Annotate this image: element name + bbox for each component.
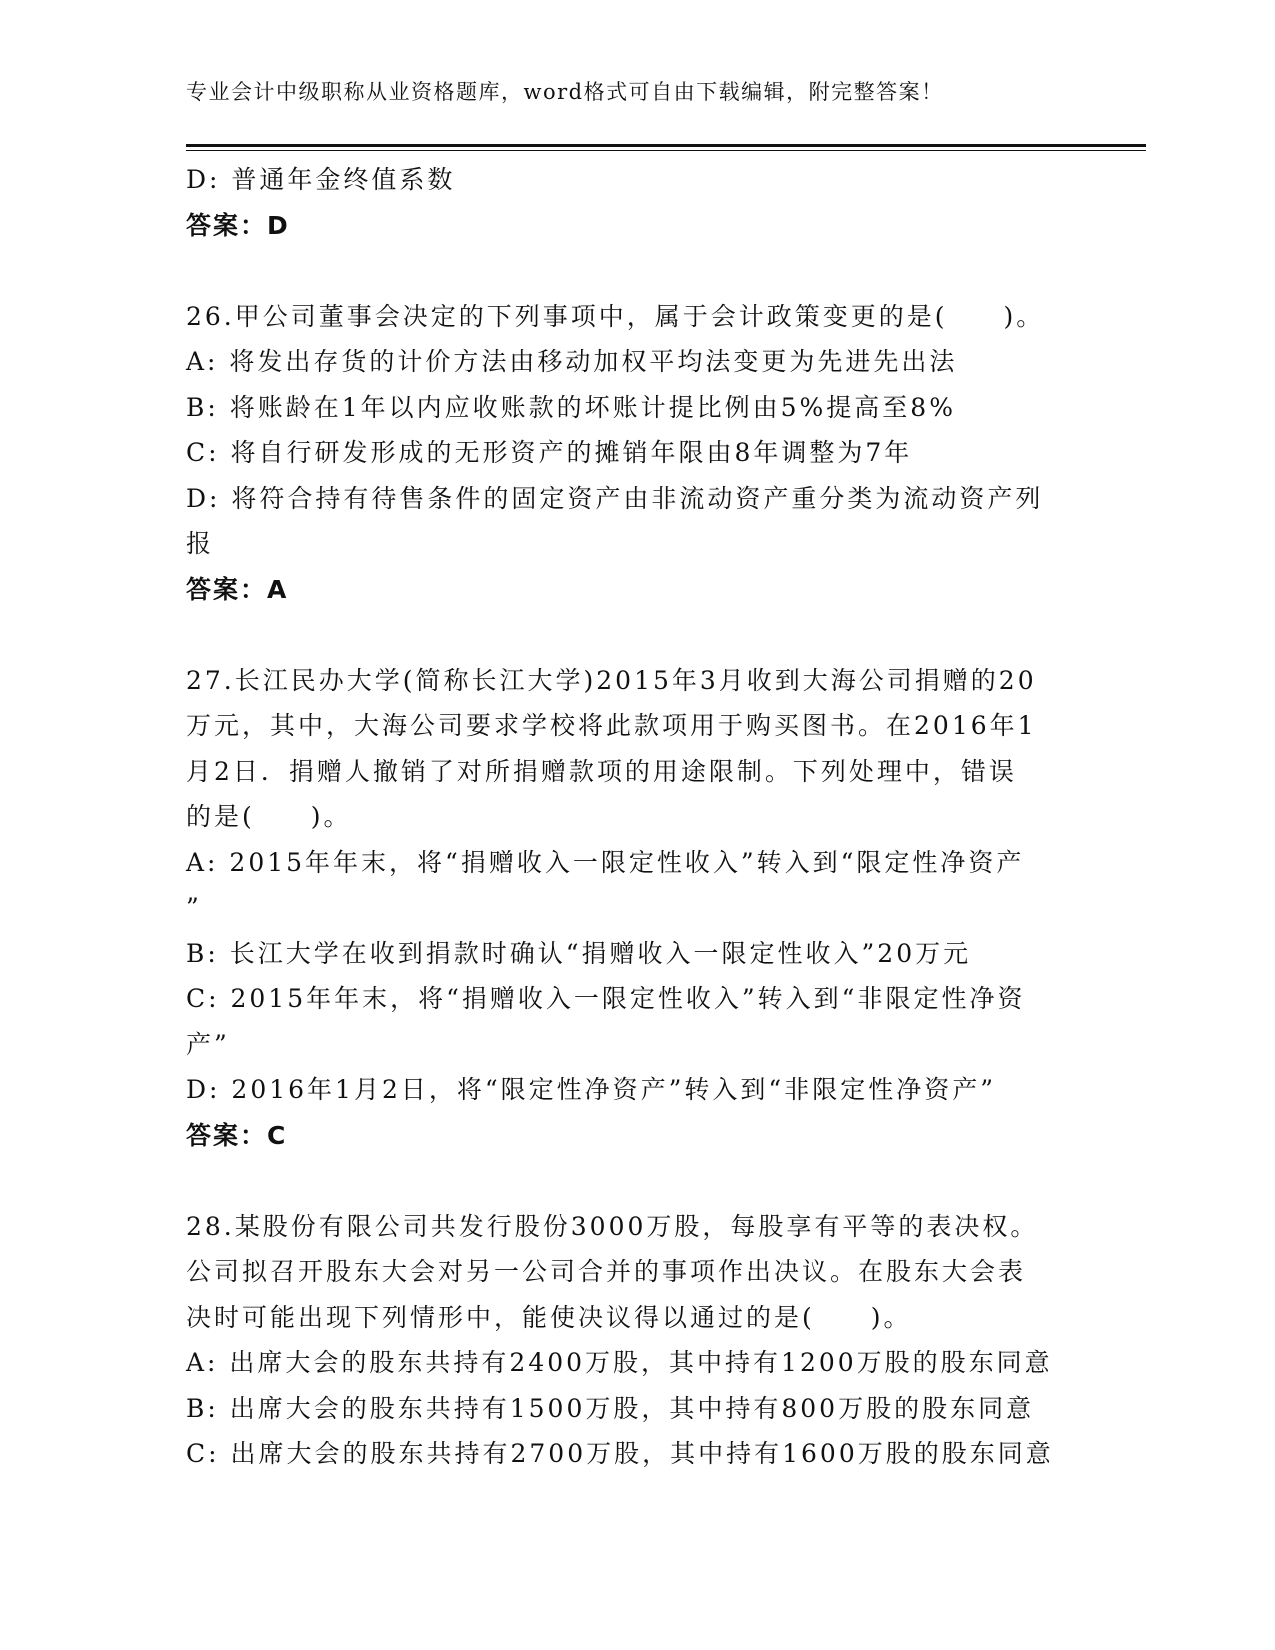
- header-rule-thick: [186, 144, 1146, 147]
- q27-option-a-line1: A: 2015年年末，将“捐赠收入一限定性收入”转入到“限定性净资产: [186, 847, 1025, 877]
- q27-stem-line4: 的是( )。: [186, 802, 352, 831]
- q27-option-c-line1: C: 2015年年末，将“捐赠收入一限定性收入”转入到“非限定性净资: [186, 984, 1026, 1013]
- q26-option-c: C: 将自行研发形成的无形资产的摊销年限由8年调整为7年: [186, 438, 913, 467]
- q28-option-b: B: 出席大会的股东共持有1500万股，其中持有800万股的股东同意: [186, 1393, 1035, 1423]
- q26-answer: 答案：A: [186, 574, 289, 604]
- q28-stem-line3: 决时可能出现下列情形中，能使决议得以通过的是( )。: [186, 1302, 912, 1332]
- q27-option-a-line2: ”: [186, 893, 202, 922]
- q26-option-d-line1: D: 将符合持有待售条件的固定资产由非流动资产重分类为流动资产列: [186, 483, 1044, 513]
- q27-option-b: B: 长江大学在收到捐款时确认“捐赠收入一限定性收入”20万元: [186, 938, 972, 968]
- q27-stem-line1: 27.长江民办大学(简称长江大学)2015年3月收到大海公司捐赠的20: [186, 665, 1037, 695]
- page-header: 专业会计中级职称从业资格题库，word格式可自由下载编辑，附完整答案！: [186, 80, 944, 104]
- q28-option-c: C: 出席大会的股东共持有2700万股，其中持有1600万股的股东同意: [186, 1439, 1054, 1468]
- q28-stem-line2: 公司拟召开股东大会对另一公司合并的事项作出决议。在股东大会表: [186, 1257, 1027, 1286]
- q25-answer: 答案：D: [186, 210, 290, 240]
- q27-option-c-line2: 产”: [186, 1029, 230, 1059]
- q25-option-d: D: 普通年金终值系数: [186, 165, 456, 194]
- q27-stem-line2: 万元，其中，大海公司要求学校将此款项用于购买图书。在2016年1: [186, 711, 1037, 740]
- q27-stem-line3: 月2日．捐赠人撤销了对所捐赠款项的用途限制。下列处理中，错误: [186, 756, 1017, 786]
- q26-option-d-line2: 报: [186, 529, 215, 558]
- q26-option-b: B: 将账龄在1年以内应收账款的坏账计提比例由5%提高至8%: [186, 392, 956, 422]
- spacer: [186, 612, 1076, 658]
- header-rule-thin: [186, 150, 1146, 151]
- q28-stem-line1: 28.某股份有限公司共发行股份3000万股，每股享有平等的表决权。: [186, 1211, 1039, 1241]
- spacer: [186, 248, 1076, 294]
- q26-stem: 26.甲公司董事会决定的下列事项中，属于会计政策变更的是( )。: [186, 301, 1045, 331]
- q26-option-a: A: 将发出存货的计价方法由移动加权平均法变更为先进先出法: [186, 347, 958, 376]
- q28-option-a: A: 出席大会的股东共持有2400万股，其中持有1200万股的股东同意: [186, 1348, 1053, 1377]
- q27-answer: 答案：C: [186, 1120, 288, 1150]
- q27-option-d: D: 2016年1月2日，将“限定性净资产”转入到“非限定性净资产”: [186, 1075, 996, 1104]
- spacer: [186, 1158, 1076, 1204]
- question-content: [186, 157, 1076, 1477]
